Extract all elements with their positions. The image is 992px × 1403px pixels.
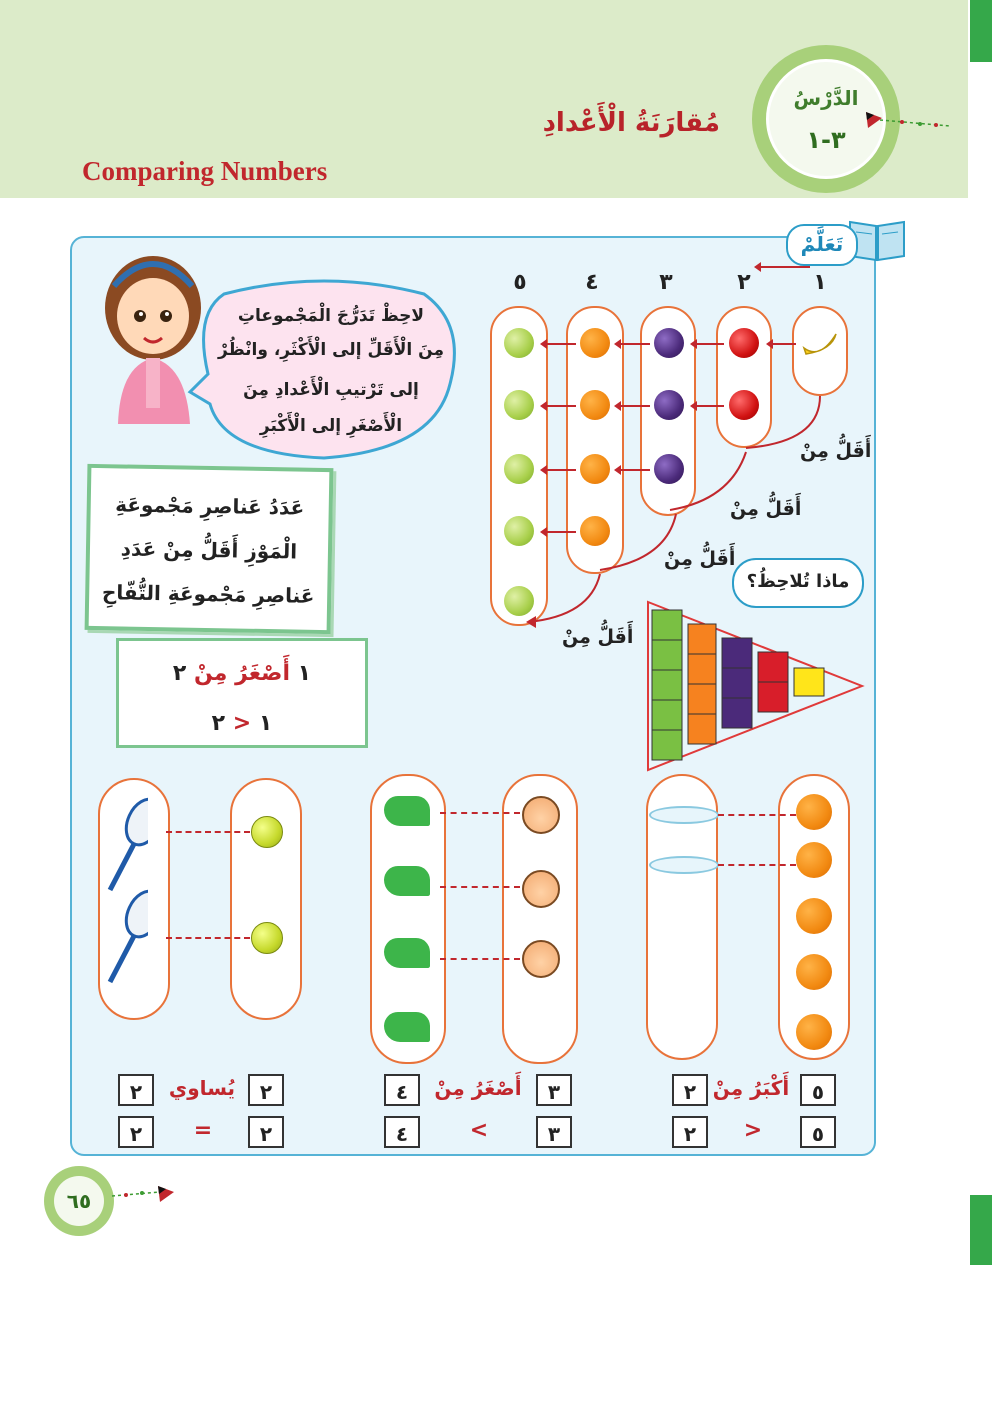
number-box: ٤ [384,1074,420,1106]
note-line: الْمَوْزِ أَقَلُّ مِنْ عَدَدِ [120,536,298,564]
bubble-line: الْأَصْغَرِ إلى الْأَكْبَرِ [259,416,403,436]
number-box: ٥ [800,1074,836,1106]
compare-sentence-right: ٢ [172,661,187,686]
number-box: ٤ [384,1116,420,1148]
banana-icon [800,326,840,360]
flag-garland-icon [862,106,952,136]
balls-column [230,778,302,1020]
number-box: ٢ [672,1116,708,1148]
edge-tab-top [970,0,992,62]
compare-card [116,638,368,748]
relation-word: أَصْغَرُ مِنْ [434,1076,522,1100]
relation-symbol: < [469,1118,489,1143]
number-box: ٢ [672,1074,708,1106]
tennis-racket-icon [104,794,148,894]
relation-symbol: = [193,1118,213,1143]
plate-icon [649,856,719,874]
compare-symbolic [119,711,365,736]
less-than-label: أَقَلُّ مِنْ [800,440,872,462]
group-arrow [696,343,724,345]
compare-symbol-left: ١ [258,711,273,736]
orange-icon [580,328,610,358]
column-number: ٥ [513,270,527,295]
what-notice-bubble: ماذا تُلاحِظُ؟ [732,558,864,608]
orange-icon [796,842,832,878]
matching-line [440,812,520,814]
column-number: ١ [813,270,827,295]
compare-symbol: < [232,711,252,736]
column-number: ٣ [659,270,673,295]
cap-icon [384,796,430,826]
direction-arrow [760,266,810,268]
apple-icon [729,328,759,358]
page-title-ar: مُقارَنَةُ الْأَعْدادِ [542,108,720,138]
page-number: ٦٥ [54,1176,104,1226]
relation-word: أَكْبَرُ مِنْ [712,1076,790,1100]
boy-face-icon [522,940,560,978]
number-box: ٢ [248,1074,284,1106]
column-number: ٢ [737,270,751,295]
matching-line [440,958,520,960]
cap-icon [384,938,430,968]
group-arrow [620,343,650,345]
bubble-text [206,280,456,460]
number-box: ٣ [536,1074,572,1106]
compare-sentence-left: ١ [297,661,312,686]
boy-face-icon [522,796,560,834]
bubble-line: لاحِظْ تَدَرُّجَ الْمَجْموعاتِ [237,306,425,326]
matching-line [166,937,250,939]
compare-sentence [119,661,365,686]
matching-line [718,814,796,816]
lesson-word: الدَّرْسُ [793,86,859,110]
boy-face-icon [522,870,560,908]
cap-icon [384,1012,430,1042]
orange-icon [796,898,832,934]
learn-label: تَعَلَّمْ [786,224,858,266]
compare-sentence-word: أَصْغَرُ مِنْ [194,661,290,686]
edge-tab-bottom [970,1195,992,1265]
plum-icon [654,328,684,358]
tennis-ball-icon [251,816,283,848]
number-box: ٢ [118,1116,154,1148]
cap-icon [384,866,430,896]
bubble-line: إلى تَرْتيبِ الْأَعْدادِ مِنَ [243,380,419,400]
column-number: ٤ [585,270,599,295]
orange-icon [796,1014,832,1050]
number-box: ٢ [248,1116,284,1148]
number-box: ٥ [800,1116,836,1148]
group-arrow [772,343,796,345]
matching-line [166,831,250,833]
less-than-label: أَقَلُّ مِنْ [664,548,736,570]
bars-triangle-graphic [646,600,868,776]
less-than-label: أَقَلُّ مِنْ [730,498,802,520]
tennis-racket-icon [104,886,148,986]
number-box: ٢ [118,1074,154,1106]
note-line: عَناصِرِ مَجْموعَةِ التُّفّاحِ [101,580,315,608]
bubble-line: مِنَ الْأَقَلِّ إلى الْأَكْثَرِ، وانْظُرْ [218,340,444,360]
group-arrow [546,343,576,345]
note-line: عَدَدُ عَناصِرِ مَجْموعَةِ [115,492,305,520]
flag-garland-icon [110,1180,176,1208]
lime-icon [504,328,534,358]
compare-symbol-right: ٢ [211,711,226,736]
orange-icon [796,794,832,830]
matching-line [718,864,796,866]
page-title-en: Comparing Numbers [82,156,328,186]
lesson-number: ٣-١ [806,126,846,154]
tennis-ball-icon [251,922,283,954]
plate-icon [649,806,719,824]
matching-line [440,886,520,888]
note-card [85,464,334,634]
less-than-label: أَقَلُّ مِنْ [562,626,634,648]
number-box: ٣ [536,1116,572,1148]
relation-word: يُساوي [168,1076,236,1100]
relation-symbol: > [743,1118,763,1143]
orange-icon [796,954,832,990]
